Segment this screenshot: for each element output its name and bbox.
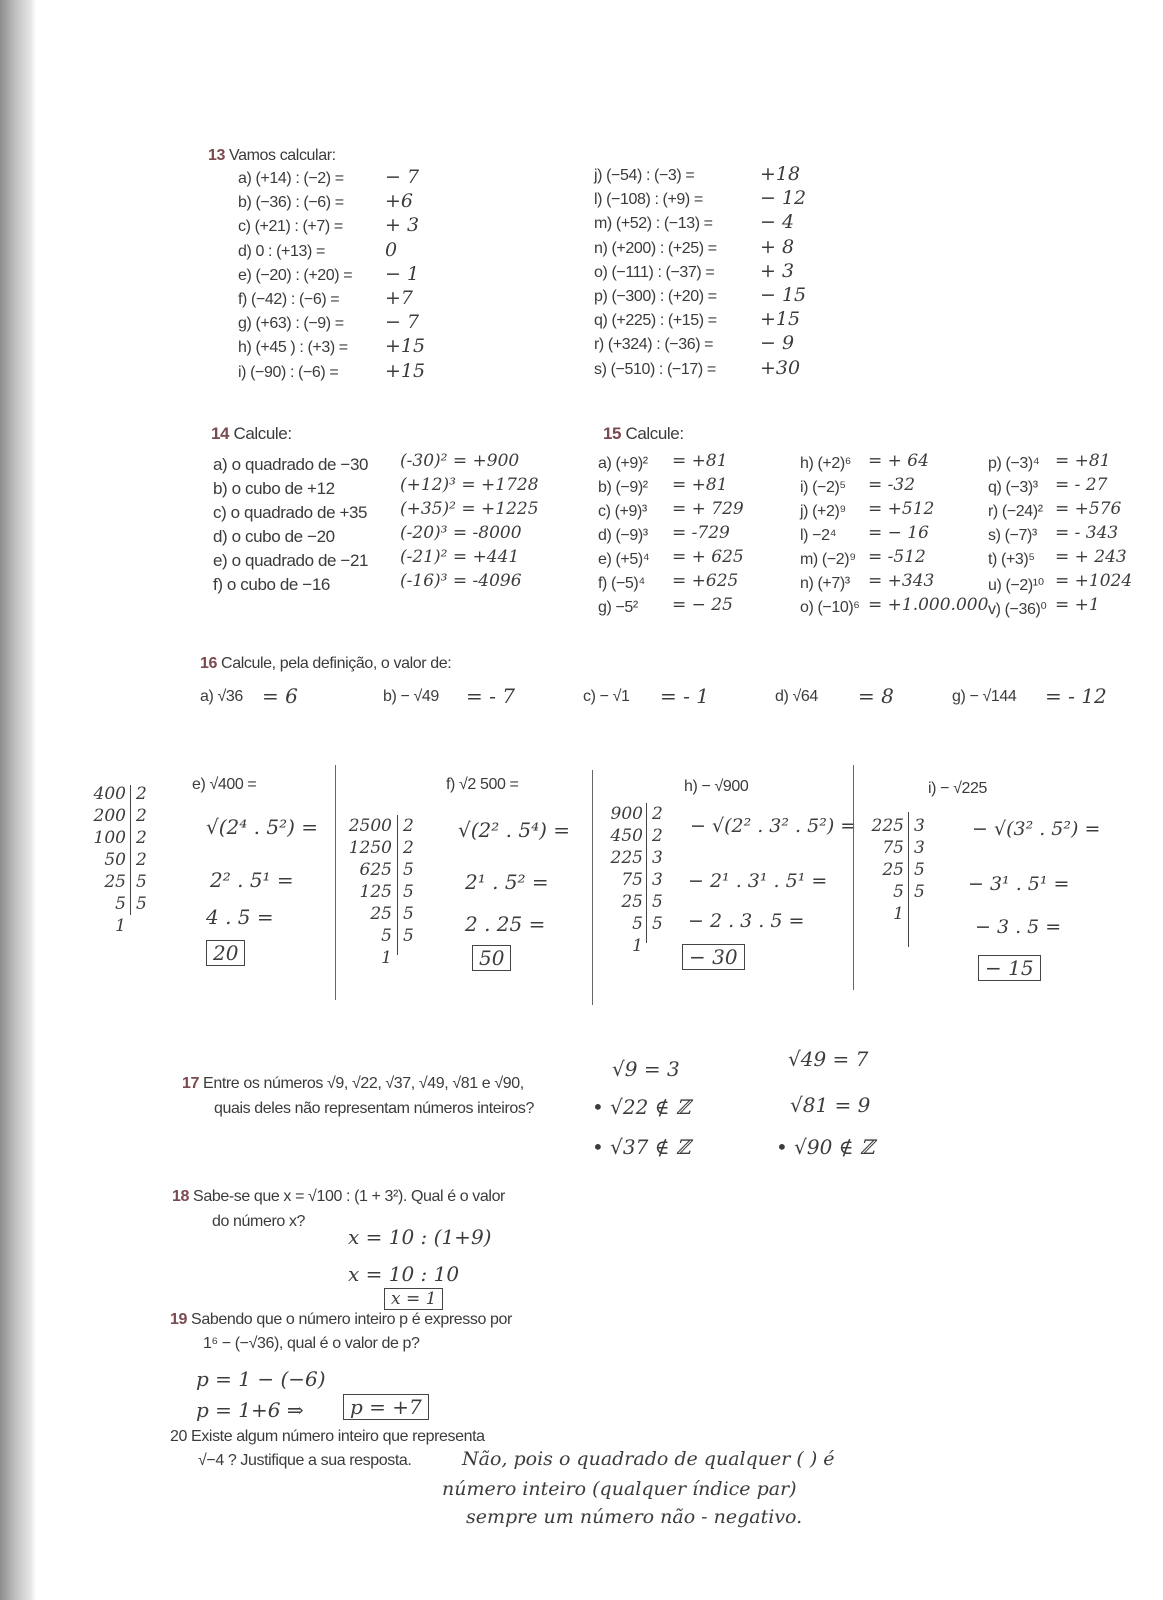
- q15-answer: = +1.000.000: [868, 595, 989, 615]
- q16e-prompt: e) √400 =: [192, 776, 257, 793]
- q13-right-prompt: q) (+225) : (+15) =: [594, 312, 717, 330]
- q16e-factor-divisors: 2 2 2 2 5 5: [136, 784, 147, 914]
- q13-right-answer: +30: [760, 356, 801, 379]
- q13-right-prompt: m) (+52) : (−13) =: [594, 215, 713, 233]
- q19-work-1: p = 1 − (−6): [196, 1367, 326, 1391]
- q15-prompt: u) (−2)¹⁰: [988, 577, 1044, 594]
- q16e-factor-line: [130, 785, 131, 915]
- q15-answer: = +81: [672, 475, 728, 495]
- q16i-factor-line: [908, 812, 909, 947]
- q15-answer: = +512: [868, 499, 935, 519]
- q15-prompt: d) (−9)³: [598, 527, 648, 544]
- q13-left-answer: +15: [385, 335, 426, 358]
- q16-separator-3: [853, 765, 854, 990]
- q16f-prompt: f) √2 500 =: [446, 776, 519, 793]
- q13-left-answer: − 7: [385, 311, 420, 334]
- q16h-factor-line: [646, 803, 647, 943]
- q16h-factor-numbers: 900 450 225 75 25 5 1: [610, 804, 643, 956]
- q16i-step1: − √(3² . 5²) =: [972, 818, 1101, 840]
- q15-answer: = +81: [672, 451, 728, 471]
- q16f-factor-divisors: 2 2 5 5 5 5: [403, 816, 414, 946]
- q13-right-prompt: n) (+200) : (+25) =: [594, 239, 717, 257]
- q16e-step2: 2² . 5¹ =: [210, 868, 294, 892]
- q16-heading: 16 Calcule, pela definição, o valor de:: [200, 655, 452, 672]
- q17-answer-6: • √90 ∉ ℤ: [776, 1135, 875, 1159]
- q16f-answer: 50: [472, 945, 511, 971]
- q15-prompt: a) (+9)²: [598, 455, 648, 472]
- q19-work-2: p = 1+6 ⇒: [196, 1398, 304, 1422]
- q15-prompt: g) −5²: [598, 599, 638, 616]
- q16-row1-answer: = - 7: [466, 684, 515, 708]
- q20-line1: 20 Existe algum número inteiro que representa: [170, 1428, 485, 1445]
- q15-prompt: j) (+2)⁹: [800, 503, 846, 520]
- q13-left-prompt: g) (+63) : (−9) =: [238, 315, 344, 333]
- q19-line1: 19 Sabendo que o número inteiro p é expresso por: [170, 1311, 512, 1328]
- q15-answer: = -32: [868, 475, 916, 495]
- q15-heading: 15 Calcule:: [603, 424, 684, 443]
- q16-row1-answer: = - 1: [660, 684, 709, 708]
- q17-answer-2: • √22 ∉ ℤ: [592, 1095, 691, 1119]
- q13-left-prompt: e) (−20) : (+20) =: [238, 266, 353, 284]
- q16-row1-answer: = 8: [858, 684, 894, 708]
- q16-separator-1: [335, 765, 336, 1000]
- q13-left-answer: − 7: [385, 166, 420, 188]
- q14-list-answer: (+12)³ = +1728: [400, 475, 539, 495]
- q17-answer-5: √81 = 9: [790, 1093, 871, 1117]
- q17-answer-1: √9 = 3: [612, 1057, 680, 1081]
- q13-right-answer: +15: [760, 308, 801, 331]
- q14-list-answer: (-20)³ = -8000: [400, 523, 522, 543]
- q16-row1-prompt: d) √64: [775, 688, 818, 705]
- q16i-step3: − 3 . 5 =: [975, 916, 1062, 938]
- q15-prompt: c) (+9)³: [598, 503, 647, 520]
- q13-right-prompt: o) (−111) : (−37) =: [594, 263, 715, 281]
- q16h-step2: − 2¹ . 3¹ . 5¹ =: [688, 870, 828, 892]
- q16-row1-answer: = - 12: [1045, 684, 1107, 708]
- q15-prompt: m) (−2)⁹: [800, 551, 856, 568]
- q14-list-prompt: a) o quadrado de −30: [213, 455, 369, 474]
- q16i-factor-numbers: 225 75 25 5 1: [871, 816, 904, 924]
- q13-right-prompt: r) (+324) : (−36) =: [594, 336, 714, 354]
- q13-right-prompt: s) (−510) : (−17) =: [594, 360, 716, 378]
- q13-left-prompt: f) (−42) : (−6) =: [238, 291, 340, 308]
- q16-row1-prompt: g) − √144: [952, 688, 1017, 705]
- q15-answer: = +81: [1055, 451, 1111, 471]
- q13-right-answer: − 12: [760, 187, 807, 210]
- q16e-step3: 4 . 5 =: [206, 905, 274, 929]
- q16h-factor-divisors: 2 2 3 3 5 5: [652, 804, 663, 934]
- q15-prompt: n) (+7)³: [800, 575, 850, 592]
- q16f-step3: 2 . 25 =: [465, 912, 546, 936]
- q19-line2: 1⁶ − (−√36), qual é o valor de p?: [203, 1335, 420, 1352]
- q15-prompt: v) (−36)⁰: [988, 601, 1047, 618]
- q13-right-prompt: j) (−54) : (−3) =: [594, 167, 695, 184]
- q20-handwritten-3: sempre um número não - negativo.: [466, 1506, 803, 1528]
- q13-left-prompt: h) (+45 ) : (+3) =: [238, 339, 348, 357]
- q13-left-answer: + 3: [385, 214, 420, 237]
- q17-line2: quais deles não representam números inteiros?: [214, 1100, 534, 1117]
- q13-left-answer: +15: [385, 359, 426, 382]
- q15-prompt: p) (−3)⁴: [988, 455, 1040, 472]
- q16e-factor-numbers: 400 200 100 50 25 5 1: [93, 784, 126, 936]
- q14-list-prompt: b) o cubo de +12: [213, 479, 335, 498]
- q15-answer: = − 25: [672, 595, 733, 615]
- q13-right-answer: +18: [760, 163, 801, 185]
- q15-answer: = + 243: [1055, 547, 1127, 567]
- q14-list-answer: (+35)² = +1225: [400, 499, 539, 519]
- q15-prompt: q) (−3)³: [988, 479, 1038, 496]
- q16e-answer: 20: [206, 940, 245, 966]
- q13-left-answer: +6: [385, 190, 414, 213]
- q16h-step1: − √(2² . 3² . 5²) =: [690, 815, 857, 837]
- q14-list-prompt: c) o quadrado de +35: [213, 503, 368, 522]
- q15-answer: = - 27: [1055, 475, 1108, 495]
- q13-left-answer: 0: [385, 238, 398, 261]
- q15-prompt: b) (−9)²: [598, 479, 648, 496]
- q16-row1-answer: = 6: [262, 684, 298, 708]
- q15-prompt: i) (−2)⁵: [800, 479, 846, 496]
- q16i-prompt: i) − √225: [928, 780, 987, 797]
- q16-separator-2: [592, 770, 593, 1005]
- q14-list-answer: (-30)² = +900: [400, 451, 520, 471]
- q13-left-prompt: d) 0 : (+13) =: [238, 242, 325, 260]
- q18-line2: do número x?: [212, 1213, 306, 1230]
- q16i-answer: − 15: [978, 955, 1041, 981]
- q16h-prompt: h) − √900: [684, 778, 749, 795]
- q17-answer-3: • √37 ∉ ℤ: [592, 1135, 691, 1159]
- q16i-step2: − 3¹ . 5¹ =: [968, 873, 1070, 895]
- q14-heading: 14 Calcule:: [211, 424, 292, 443]
- q14-list-prompt: d) o cubo de −20: [213, 527, 335, 546]
- q13-right-answer: + 8: [760, 235, 795, 258]
- q15-answer: = +1: [1055, 595, 1100, 615]
- q13-right-answer: + 3: [760, 259, 795, 282]
- q18-work-1: x = 10 : (1+9): [348, 1225, 492, 1249]
- q13-right-answer: − 9: [760, 332, 795, 355]
- q16h-answer: − 30: [682, 944, 745, 970]
- q13-right-answer: − 4: [760, 211, 795, 234]
- q20-handwritten-1: Não, pois o quadrado de qualquer ( ) é: [462, 1448, 835, 1470]
- q13-left-prompt: b) (−36) : (−6) =: [238, 194, 344, 212]
- q14-list-prompt: f) o cubo de −16: [213, 575, 330, 594]
- q15-answer: = + 625: [672, 547, 744, 567]
- q13-right-answer: − 15: [760, 284, 807, 306]
- q16f-factor-line: [397, 815, 398, 955]
- q16f-factor-numbers: 2500 1250 625 125 25 5 1: [348, 816, 392, 968]
- q15-prompt: s) (−7)³: [988, 527, 1037, 544]
- q18-line1: 18 Sabe-se que x = √100 : (1 + 3²). Qual é o valor: [172, 1188, 505, 1205]
- q13-left-prompt: a) (+14) : (−2) =: [238, 170, 344, 187]
- q13-left-answer: +7: [385, 287, 414, 309]
- q13-right-prompt: p) (−300) : (+20) =: [594, 288, 717, 305]
- q20-handwritten-2: número inteiro (qualquer índice par): [442, 1478, 797, 1500]
- q15-answer: = − 16: [868, 523, 929, 543]
- q19-answer: p = +7: [343, 1394, 429, 1420]
- q15-prompt: e) (+5)⁴: [598, 551, 650, 568]
- q16-row1-prompt: a) √36: [200, 688, 243, 705]
- q15-prompt: t) (+3)⁵: [988, 551, 1035, 568]
- q15-prompt: l) −2⁴: [800, 527, 837, 544]
- q16-row1-prompt: c) − √1: [583, 688, 630, 705]
- q17-line1: 17 Entre os números √9, √22, √37, √49, √81 e √90,: [182, 1075, 524, 1092]
- q13-right-prompt: l) (−108) : (+9) =: [594, 191, 703, 209]
- q16-row1-prompt: b) − √49: [383, 688, 439, 705]
- q14-list-prompt: e) o quadrado de −21: [213, 551, 369, 570]
- q16f-step2: 2¹ . 5² =: [465, 870, 549, 894]
- q15-answer: = + 729: [672, 499, 744, 519]
- q15-prompt: f) (−5)⁴: [598, 575, 645, 592]
- q16f-step1: √(2² . 5⁴) =: [458, 818, 571, 842]
- q14-list-answer: (-21)² = +441: [400, 547, 520, 567]
- q13-left-prompt: i) (−90) : (−6) =: [238, 363, 339, 381]
- q15-prompt: h) (+2)⁶: [800, 455, 851, 472]
- q13-left-answer: − 1: [385, 262, 420, 285]
- q15-answer: = -729: [672, 523, 730, 543]
- q15-answer: = +1024: [1055, 571, 1133, 591]
- q17-answer-4: √49 = 7: [788, 1047, 869, 1071]
- q15-answer: = +625: [672, 571, 739, 591]
- q15-answer: = - 343: [1055, 523, 1119, 543]
- scan-edge-shadow: [0, 0, 36, 1600]
- q13-left-prompt: c) (+21) : (+7) =: [238, 218, 343, 236]
- q20-line2: √−4 ? Justifique a sua resposta.: [198, 1452, 412, 1469]
- q16i-factor-divisors: 3 3 5 5: [914, 816, 925, 902]
- q18-work-2: x = 10 : 10: [348, 1262, 460, 1286]
- q15-answer: = +343: [868, 571, 935, 591]
- q15-prompt: o) (−10)⁶: [800, 599, 860, 616]
- q16e-step1: √(2⁴ . 5²) =: [206, 815, 319, 839]
- q15-prompt: r) (−24)²: [988, 503, 1043, 520]
- q15-answer: = +576: [1055, 499, 1122, 519]
- q14-list-answer: (-16)³ = -4096: [400, 571, 522, 591]
- q18-answer: x = 1: [384, 1288, 443, 1310]
- q13-heading: 13 Vamos calcular:: [208, 147, 336, 164]
- q16h-step3: − 2 . 3 . 5 =: [688, 910, 805, 932]
- q15-answer: = + 64: [868, 451, 929, 471]
- q15-answer: = -512: [868, 547, 926, 567]
